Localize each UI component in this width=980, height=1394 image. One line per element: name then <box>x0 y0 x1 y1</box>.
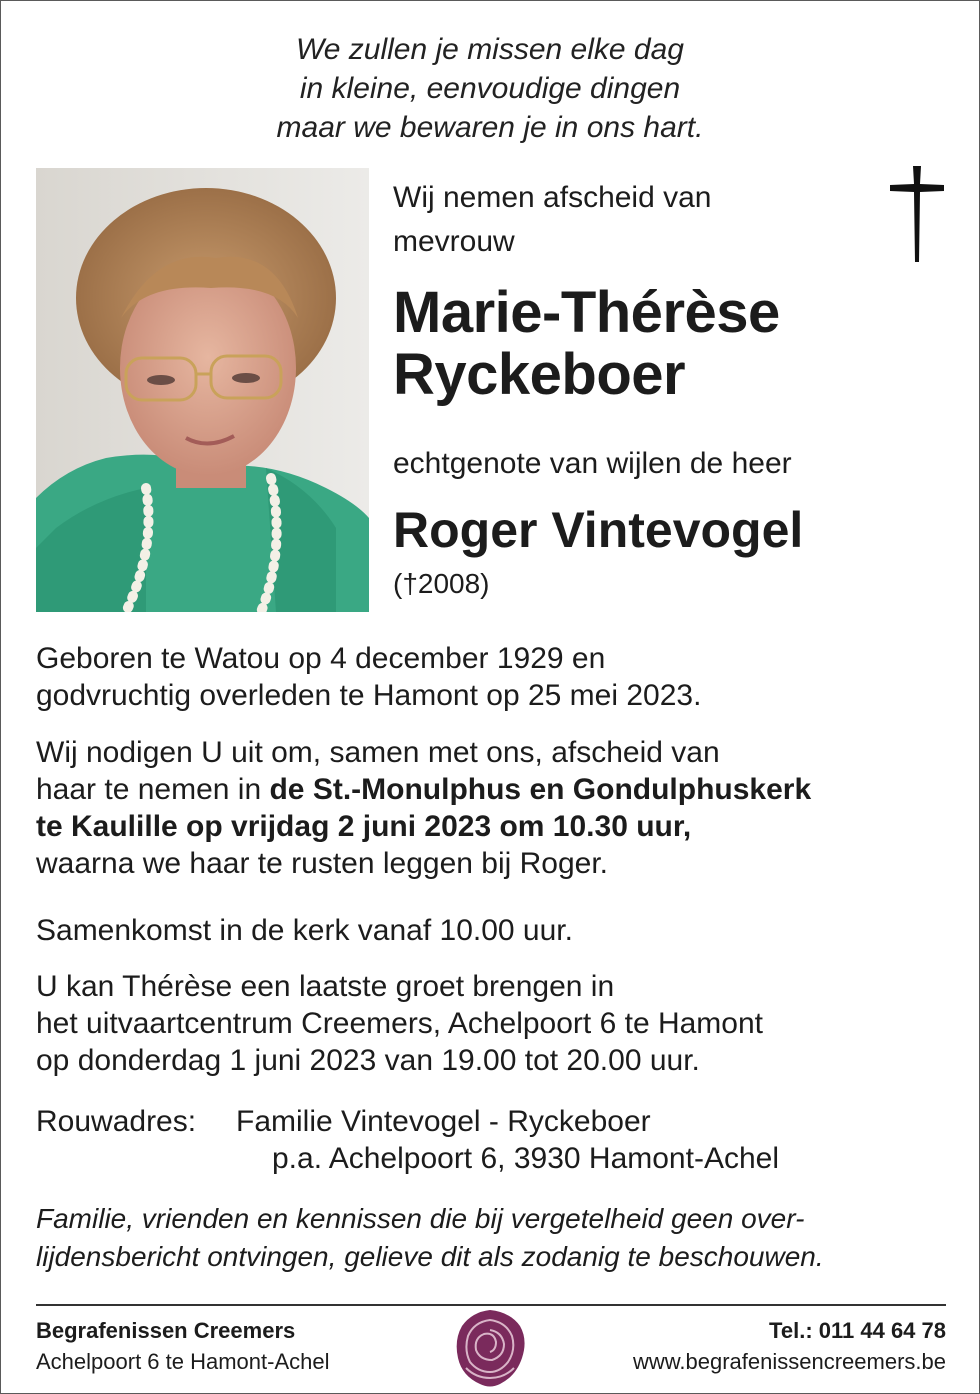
footer-contact <box>633 1315 946 1377</box>
company-name: Begrafenissen Creemers <box>36 1318 296 1343</box>
mourning-address <box>36 1103 946 1177</box>
poem-line: We zullen je missen elke dag <box>296 33 684 66</box>
ceremony-text: haar te nemen in <box>36 773 270 806</box>
intro-text <box>393 176 863 264</box>
paragraph-line: waarna we haar te rusten leggen bij Roger. <box>36 847 609 880</box>
paragraph-line: U kan Thérèse een laatste groet brengen in <box>36 970 615 1003</box>
deceased-last-name: Ryckeboer <box>393 342 686 407</box>
gathering-paragraph: Samenkomst in de kerk vanaf 10.00 uur. <box>36 914 573 947</box>
footer-company <box>36 1315 330 1377</box>
ceremony-church: de St.-Monulphus en Gondulphuskerk <box>269 773 812 806</box>
spouse-death-year: (†2008) <box>393 568 490 599</box>
latin-cross-icon <box>888 166 946 266</box>
paragraph-line: Geboren te Watou op 4 december 1929 en <box>36 642 606 675</box>
rose-icon <box>452 1306 528 1390</box>
paragraph-line: op donderdag 1 juni 2023 van 19.00 tot 20.00 uur. <box>36 1044 700 1077</box>
paragraph-line: het uitvaartcentrum Creemers, Achelpoort 6 te Hamont <box>36 1007 764 1040</box>
visitation-paragraph <box>36 968 946 1079</box>
address-label: Rouwadres: <box>36 1105 197 1138</box>
phone-number: Tel.: 011 44 64 78 <box>769 1318 946 1343</box>
birth-death-paragraph <box>36 640 946 714</box>
address-line: Familie Vintevogel - Ryckeboer <box>236 1105 651 1138</box>
note-line: lijdensbericht ontvingen, gelieve dit als zodanig te beschouwen. <box>36 1241 824 1272</box>
intro-line: mevrouw <box>393 225 515 258</box>
poem-line: maar we bewaren je in ons hart. <box>276 111 704 144</box>
ceremony-date-time: te Kaulille op vrijdag 2 juni 2023 om 10.30 uur, <box>36 810 692 843</box>
ceremony-paragraph <box>36 734 946 882</box>
paragraph-line: godvruchtig overleden te Hamont op 25 mei 2023. <box>36 679 702 712</box>
poem-line: in kleine, eenvoudige dingen <box>299 72 681 105</box>
notice-note <box>36 1200 946 1276</box>
company-address: Achelpoort 6 te Hamont-Achel <box>36 1349 330 1374</box>
paragraph-line: Wij nodigen U uit om, samen met ons, afscheid van <box>36 736 720 769</box>
poem <box>0 30 980 147</box>
spouse-intro: echtgenote van wijlen de heer <box>393 447 792 480</box>
website-link[interactable]: www.begrafenissencreemers.be <box>632 1349 946 1374</box>
paragraph-line <box>36 771 946 808</box>
intro-line: Wij nemen afscheid van <box>393 181 712 214</box>
spouse-name: Roger Vintevogel <box>393 502 804 558</box>
deceased-first-name: Marie-Thérèse <box>393 280 780 345</box>
portrait-photo <box>36 168 369 612</box>
deceased-name <box>393 282 780 406</box>
address-line: p.a. Achelpoort 6, 3930 Hamont-Achel <box>272 1142 779 1175</box>
note-line: Familie, vrienden en kennissen die bij vergetelheid geen over- <box>36 1203 805 1234</box>
